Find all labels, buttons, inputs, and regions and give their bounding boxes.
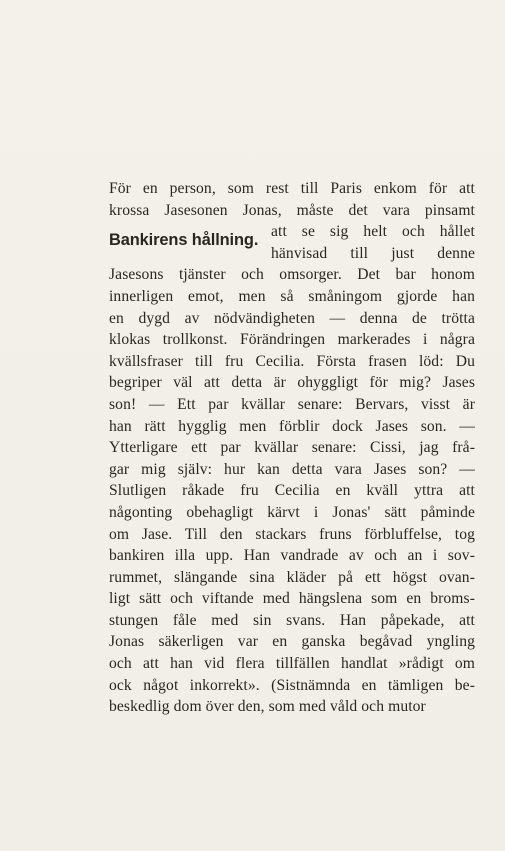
sidehead-block: [109, 221, 475, 264]
text-line: han rätt hygglig men förblir dock Jases son. —: [109, 417, 475, 435]
text-line: begriper väl att detta är ohyggligt för mig? Jases: [109, 374, 475, 392]
text-line: bankiren illa upp. Han vandrade av och an i sov-: [109, 547, 475, 565]
text-line: son! — Ett par kvällar senare: Bervars, visst är: [109, 395, 475, 413]
text-line: Jasesons tjänster och omsorger. Det bar honom: [109, 266, 475, 284]
text-line: kvällsfraser till fru Cecilia. Första frasen löd: Du: [109, 352, 475, 370]
text-line: om Jase. Till den stackars fruns förbluffelse, tog: [109, 525, 475, 543]
text-line: någonting obehagligt kärvt i Jonas' sätt påminde: [109, 503, 475, 521]
text-line: hänvisad till just denne: [271, 244, 475, 262]
section-heading: Bankirens hållning.: [109, 231, 259, 250]
text-line: ock något inkorrekt». (Sistnämnda en tämligen be-: [109, 676, 475, 694]
text-line: Jonas säkerligen var en ganska begåvad yngling: [109, 633, 475, 651]
text-line: och att han vid flera tillfällen handlat »rådigt om: [109, 655, 475, 673]
text-line: Ytterligare ett par kvällar senare: Cissi, jag frå-: [109, 439, 475, 457]
body-text: [109, 178, 475, 718]
text-line: en dygd av nödvändigheten — denna de trötta: [109, 309, 475, 327]
text-line: beskedlig dom över den, som med våld och mutor: [109, 698, 426, 716]
text-line: gar mig själv: hur kan detta vara Jases son? —: [109, 460, 475, 478]
text-line: innerligen emot, men så småningom gjorde han: [109, 287, 475, 305]
text-line: För en person, som rest till Paris enkom för att: [109, 180, 475, 197]
text-line: rummet, slängande sina kläder på ett högst ovan-: [109, 568, 475, 586]
text-line: ligt sätt och viftande med hängslena som en broms-: [109, 590, 475, 608]
text-line: att se sig helt och hållet: [271, 223, 475, 241]
text-line: stungen fåle med sin svans. Han påpekade, att: [109, 611, 475, 629]
text-line: Slutligen råkade fru Cecilia en kväll yttra att: [109, 482, 475, 500]
text-line: klokas trollkonst. Förändringen markerades i några: [109, 331, 475, 349]
text-line: krossa Jasesonen Jonas, måste det vara pinsamt: [109, 201, 475, 219]
